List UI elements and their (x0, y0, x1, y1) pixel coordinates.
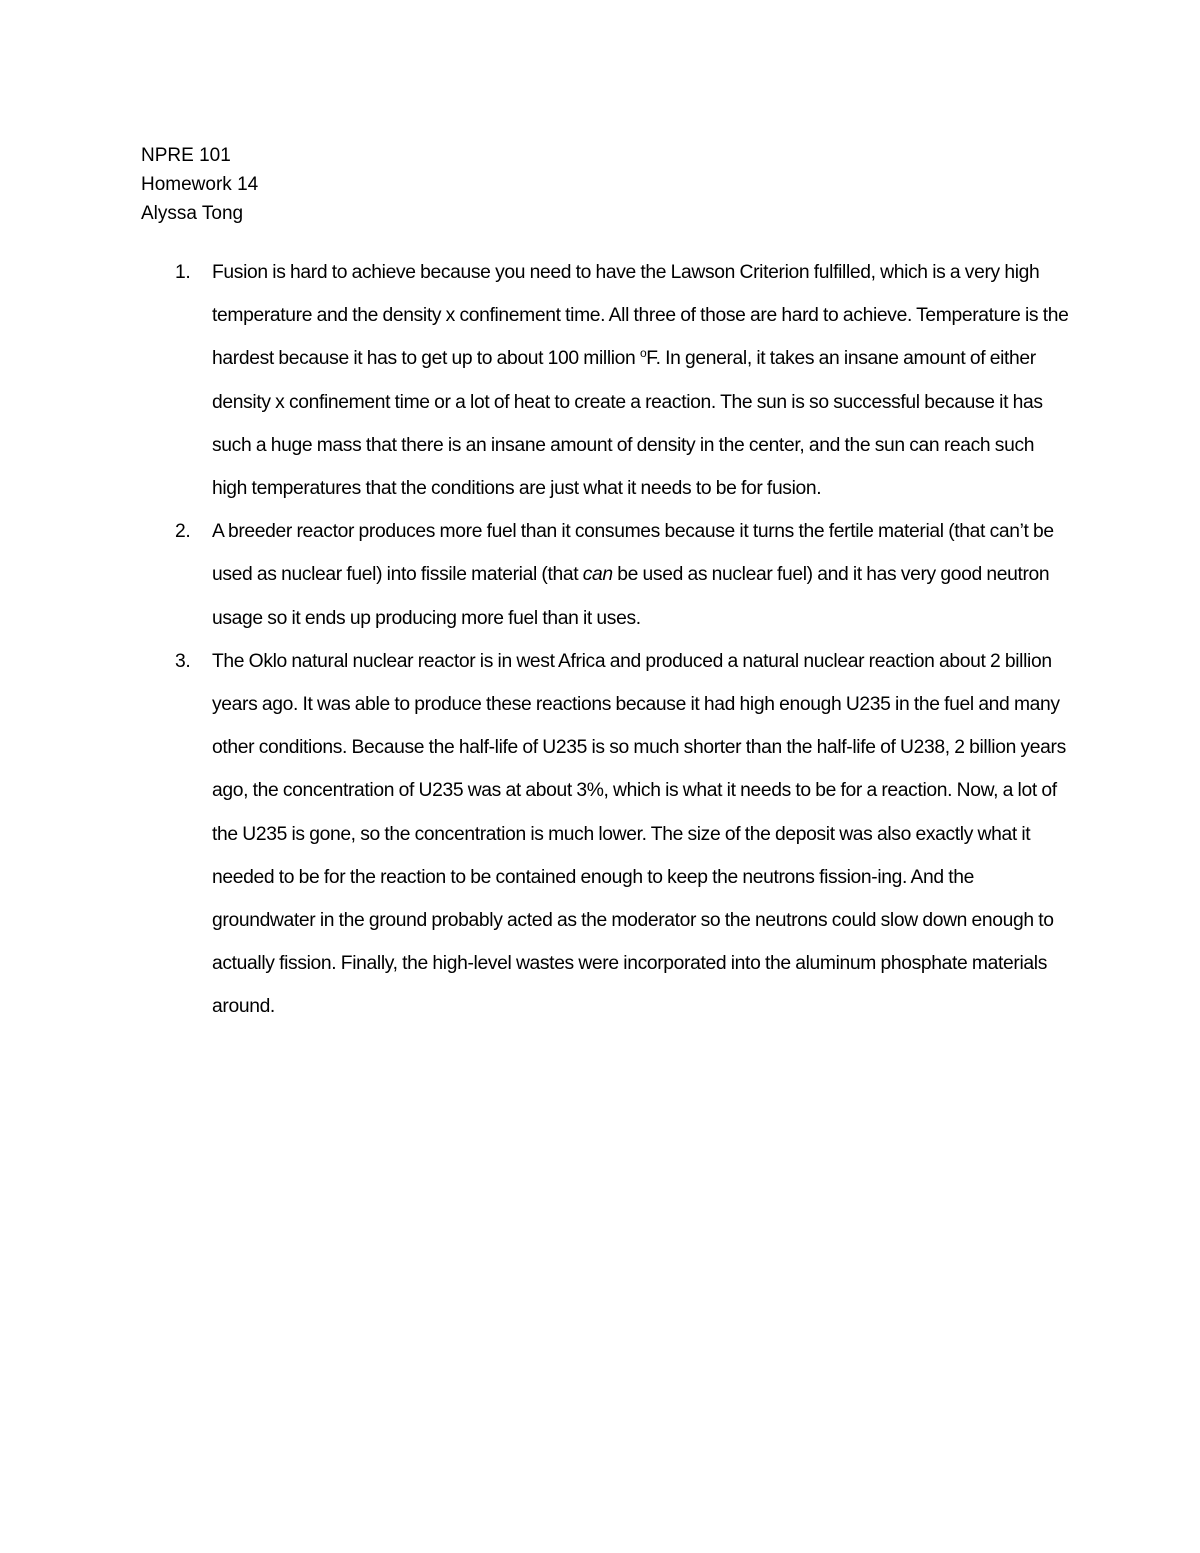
assignment-label: Homework 14 (141, 174, 259, 195)
answer-item-2 (141, 510, 1071, 640)
answer-number: 1. (175, 262, 191, 283)
answer-text-part: be used as nuclear fuel) and it has very good neutron usage so it ends up producing more fuel than it uses. (212, 564, 1050, 629)
answer-text-part: A breeder reactor produces more fuel than it consumes because it turns the fertile material (that can’t be used as nuclear fuel) into fissile material (that (212, 521, 1054, 586)
answer-text: The Oklo natural nuclear reactor is in west Africa and produced a natural nuclear reaction about 2 billion years ago. It was able to produce these reactions because it had high enough U235 in the fuel and many other conditions. Because the half-life of U235 is so much shorter than the half-life of U238, 2 billion years ago, the concentration of U235 was at about 3%, which is what it needs to be for a reaction. Now, a lot of the U235 is gone, so the concentration is much lower. The size of the deposit was also exactly what it needed to be for the reaction to be contained enough to keep the neutrons fission-ing. And the groundwater in the ground probably acted as the moderator so the neutrons could slow down enough to actually fission. Finally, the high-level wastes were incorporated into the aluminum phosphate materials around. (212, 650, 1066, 1018)
answer-text (212, 251, 1071, 510)
answer-text (212, 510, 1071, 640)
answer-item-3 (141, 640, 1071, 1029)
answer-text-part: Fusion is hard to achieve because you need to have the Lawson Criterion fulfilled, which is a very high temperature and the density x confinement time. All three of those are hard to achieve. Temperature is the hardest because it has to get up to about 100 million (212, 262, 1069, 370)
answer-item-1 (141, 251, 1071, 510)
emphasized-word: can (582, 564, 613, 586)
author-name: Alyssa Tong (141, 203, 244, 224)
answer-number: 2. (175, 521, 191, 543)
degree-symbol: o (639, 346, 647, 361)
answer-text-part: F. In general, it takes an insane amount of either density x confinement time or a lot of heat to create a reaction. The sun is so successful because it has such a huge mass that there is an insane amount of density in the center, and the sun can reach such high temperatures that the conditions are just what it needs to be for fusion. (212, 348, 1043, 500)
course-label: NPRE 101 (141, 145, 231, 166)
document-header (141, 141, 258, 228)
answer-list (141, 251, 1071, 1029)
answer-number: 3. (175, 650, 191, 672)
